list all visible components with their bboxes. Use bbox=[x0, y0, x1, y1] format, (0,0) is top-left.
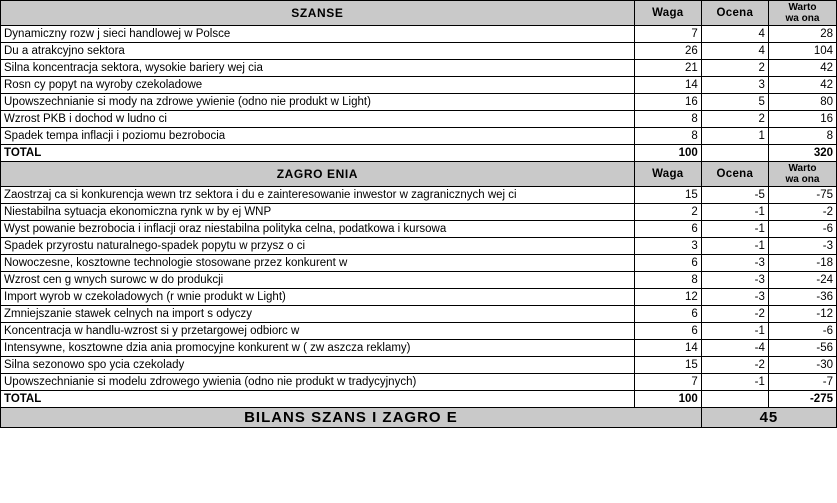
opportunity-name: Dynamiczny rozw j sieci handlowej w Polsce bbox=[1, 26, 635, 43]
threat-ocena: -3 bbox=[701, 272, 768, 289]
opportunity-name: Spadek tempa inflacji i poziomu bezrobocia bbox=[1, 128, 635, 145]
opportunity-wartosc: 42 bbox=[768, 77, 836, 94]
total-wartosc: -275 bbox=[768, 391, 836, 408]
threat-ocena: -1 bbox=[701, 221, 768, 238]
column-header-ocena: Ocena bbox=[701, 162, 768, 187]
threat-name: Wzrost cen g wnych surowc w do produkcji bbox=[1, 272, 635, 289]
threat-ocena: -2 bbox=[701, 306, 768, 323]
table-row bbox=[1, 255, 837, 272]
table-row bbox=[1, 340, 837, 357]
table-row bbox=[1, 272, 837, 289]
column-header-wartosc-line2: wa ona bbox=[785, 174, 820, 185]
total-ocena bbox=[701, 145, 768, 162]
opportunity-ocena: 3 bbox=[701, 77, 768, 94]
table-row bbox=[1, 77, 837, 94]
table-row bbox=[1, 60, 837, 77]
total-waga: 100 bbox=[634, 391, 701, 408]
total-label: TOTAL bbox=[1, 391, 635, 408]
threat-wartosc: -2 bbox=[768, 204, 836, 221]
opportunity-name: Du a atrakcyjno sektora bbox=[1, 43, 635, 60]
column-header-waga: Waga bbox=[634, 162, 701, 187]
threat-name: Koncentracja w handlu-wzrost si y przetargowej odbiorc w bbox=[1, 323, 635, 340]
threat-wartosc: -12 bbox=[768, 306, 836, 323]
opportunity-wartosc: 80 bbox=[768, 94, 836, 111]
balance-label: BILANS SZANS I ZAGRO E bbox=[1, 408, 702, 428]
opportunity-wartosc: 8 bbox=[768, 128, 836, 145]
opportunity-wartosc: 42 bbox=[768, 60, 836, 77]
column-header-waga: Waga bbox=[634, 1, 701, 26]
table-row bbox=[1, 128, 837, 145]
opportunity-waga: 21 bbox=[634, 60, 701, 77]
threat-waga: 2 bbox=[634, 204, 701, 221]
table-row bbox=[1, 357, 837, 374]
threat-ocena: -1 bbox=[701, 323, 768, 340]
opportunity-wartosc: 28 bbox=[768, 26, 836, 43]
threat-name: Niestabilna sytuacja ekonomiczna rynk w by ej WNP bbox=[1, 204, 635, 221]
threat-wartosc: -6 bbox=[768, 221, 836, 238]
threat-wartosc: -24 bbox=[768, 272, 836, 289]
threat-name: Import wyrob w czekoladowych (r wnie produkt w Light) bbox=[1, 289, 635, 306]
threat-ocena: -3 bbox=[701, 289, 768, 306]
section-title-zagrozenia: ZAGRO ENIA bbox=[1, 162, 635, 187]
threat-name: Upowszechnianie si modelu zdrowego ywienia (odno nie produkt w tradycyjnych) bbox=[1, 374, 635, 391]
threat-wartosc: -75 bbox=[768, 187, 836, 204]
threat-ocena: -5 bbox=[701, 187, 768, 204]
table-row bbox=[1, 111, 837, 128]
total-row-zagrozenia bbox=[1, 391, 837, 408]
table-row bbox=[1, 374, 837, 391]
threat-waga: 15 bbox=[634, 357, 701, 374]
threat-ocena: -2 bbox=[701, 357, 768, 374]
column-header-wartosc-line1: Warto bbox=[788, 163, 817, 174]
table-row bbox=[1, 187, 837, 204]
opportunity-wartosc: 16 bbox=[768, 111, 836, 128]
section-title-szanse: SZANSE bbox=[1, 1, 635, 26]
table-row bbox=[1, 306, 837, 323]
total-waga: 100 bbox=[634, 145, 701, 162]
threat-wartosc: -36 bbox=[768, 289, 836, 306]
threat-waga: 8 bbox=[634, 272, 701, 289]
total-wartosc: 320 bbox=[768, 145, 836, 162]
threat-wartosc: -18 bbox=[768, 255, 836, 272]
threat-wartosc: -56 bbox=[768, 340, 836, 357]
opportunity-waga: 8 bbox=[634, 128, 701, 145]
threat-ocena: -3 bbox=[701, 255, 768, 272]
table-row bbox=[1, 289, 837, 306]
table-row bbox=[1, 43, 837, 60]
threat-ocena: -1 bbox=[701, 204, 768, 221]
total-ocena bbox=[701, 391, 768, 408]
opportunity-ocena: 4 bbox=[701, 43, 768, 60]
threat-ocena: -4 bbox=[701, 340, 768, 357]
threat-waga: 14 bbox=[634, 340, 701, 357]
opportunity-ocena: 2 bbox=[701, 60, 768, 77]
opportunity-name: Wzrost PKB i dochod w ludno ci bbox=[1, 111, 635, 128]
threat-waga: 6 bbox=[634, 323, 701, 340]
opportunity-waga: 8 bbox=[634, 111, 701, 128]
opportunity-ocena: 5 bbox=[701, 94, 768, 111]
table-row bbox=[1, 221, 837, 238]
threat-waga: 6 bbox=[634, 221, 701, 238]
table-row bbox=[1, 238, 837, 255]
balance-value: 45 bbox=[701, 408, 836, 428]
opportunity-waga: 7 bbox=[634, 26, 701, 43]
column-header-wartosc-line2: wa ona bbox=[785, 13, 820, 24]
opportunity-ocena: 1 bbox=[701, 128, 768, 145]
table-row bbox=[1, 26, 837, 43]
threat-wartosc: -7 bbox=[768, 374, 836, 391]
threat-name: Spadek przyrostu naturalnego-spadek popytu w przysz o ci bbox=[1, 238, 635, 255]
section-header-row-zagrozenia bbox=[1, 162, 837, 187]
opportunity-name: Upowszechnianie si mody na zdrowe ywienie (odno nie produkt w Light) bbox=[1, 94, 635, 111]
opportunity-wartosc: 104 bbox=[768, 43, 836, 60]
total-label: TOTAL bbox=[1, 145, 635, 162]
opportunity-ocena: 2 bbox=[701, 111, 768, 128]
threat-name: Intensywne, kosztowne dzia ania promocyjne konkurent w ( zw aszcza reklamy) bbox=[1, 340, 635, 357]
total-row-szanse bbox=[1, 145, 837, 162]
column-header-wartosc-line1: Warto bbox=[788, 2, 817, 13]
threat-waga: 6 bbox=[634, 306, 701, 323]
threat-waga: 15 bbox=[634, 187, 701, 204]
table-row bbox=[1, 323, 837, 340]
threat-name: Silna sezonowo spo ycia czekolady bbox=[1, 357, 635, 374]
threat-wartosc: -30 bbox=[768, 357, 836, 374]
column-header-wartosc-wazona bbox=[768, 162, 836, 187]
table-row bbox=[1, 204, 837, 221]
threat-waga: 12 bbox=[634, 289, 701, 306]
opportunity-name: Rosn cy popyt na wyroby czekoladowe bbox=[1, 77, 635, 94]
column-header-wartosc-wazona bbox=[768, 1, 836, 26]
opportunity-waga: 14 bbox=[634, 77, 701, 94]
balance-row bbox=[1, 408, 837, 428]
threat-name: Zmniejszanie stawek celnych na import s odyczy bbox=[1, 306, 635, 323]
threat-waga: 6 bbox=[634, 255, 701, 272]
threat-name: Zaostrzaj ca si konkurencja wewn trz sektora i du e zainteresowanie inwestor w zagranicznych wej ci bbox=[1, 187, 635, 204]
section-header-row-szanse bbox=[1, 1, 837, 26]
threat-name: Nowoczesne, kosztowne technologie stosowane przez konkurent w bbox=[1, 255, 635, 272]
threat-ocena: -1 bbox=[701, 238, 768, 255]
threat-ocena: -1 bbox=[701, 374, 768, 391]
opportunity-waga: 16 bbox=[634, 94, 701, 111]
column-header-ocena: Ocena bbox=[701, 1, 768, 26]
threat-name: Wyst powanie bezrobocia i inflacji oraz niestabilna polityka celna, podatkowa i kursowa bbox=[1, 221, 635, 238]
opportunity-ocena: 4 bbox=[701, 26, 768, 43]
threat-wartosc: -6 bbox=[768, 323, 836, 340]
threat-waga: 3 bbox=[634, 238, 701, 255]
opportunity-name: Silna koncentracja sektora, wysokie bariery wej cia bbox=[1, 60, 635, 77]
threat-waga: 7 bbox=[634, 374, 701, 391]
table-row bbox=[1, 94, 837, 111]
threat-wartosc: -3 bbox=[768, 238, 836, 255]
opportunity-waga: 26 bbox=[634, 43, 701, 60]
